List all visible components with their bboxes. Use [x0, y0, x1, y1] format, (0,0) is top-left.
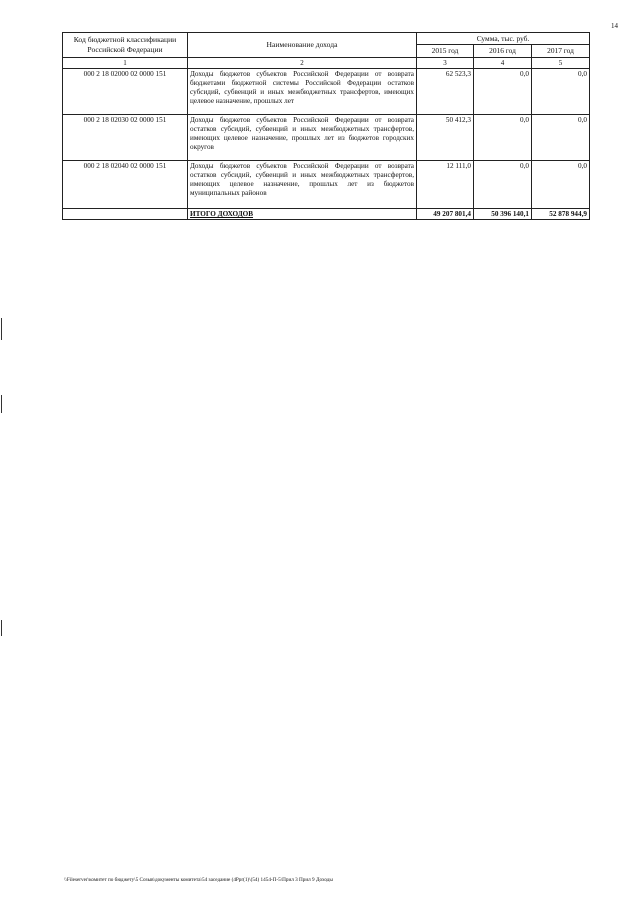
amount-2016: 0,0 — [474, 69, 532, 115]
amount-2017: 0,0 — [532, 161, 590, 209]
amount-2015: 50 412,3 — [417, 115, 474, 161]
revenue-name: Доходы бюджетов субъектов Российской Федерации от возврата остатков субсидий, субвенций и иных межбюджетных трансфертов, имеющих целевое назначение, прошлых лет из бюджетов городских округов — [188, 115, 417, 161]
budget-code: 000 2 18 02040 02 0000 151 — [63, 161, 188, 209]
scan-edge-mark — [1, 620, 2, 636]
total-2016: 50 396 140,1 — [474, 209, 532, 220]
amount-2016: 0,0 — [474, 161, 532, 209]
budget-code: 000 2 18 02030 02 0000 151 — [63, 115, 188, 161]
column-number: 4 — [474, 57, 532, 69]
page-number: 14 — [611, 22, 618, 30]
revenue-name: Доходы бюджетов субъектов Российской Федерации от возврата остатков субсидий, субвенций и иных межбюджетных трансфертов, имеющих целевое назначение, прошлых лет из бюджетов муниципальных районов — [188, 161, 417, 209]
header-revenue-name: Наименование дохода — [188, 33, 417, 58]
total-label: ИТОГО ДОХОДОВ — [188, 209, 417, 220]
header-sum: Сумма, тыс. руб. — [417, 33, 590, 45]
scan-edge-mark — [1, 395, 2, 413]
header-year-2015: 2015 год — [417, 45, 474, 57]
table-row — [63, 115, 590, 161]
column-number: 1 — [63, 57, 188, 69]
total-2017: 52 878 944,9 — [532, 209, 590, 220]
table-row — [63, 69, 590, 115]
total-code-empty — [63, 209, 188, 220]
revenue-name: Доходы бюджетов субъектов Российской Федерации от возврата бюджетами бюджетной системы Российской Федерации остатков субсидий, субвенций и иных межбюджетных трансфертов, имеющих целевое назначение, прошлых лет — [188, 69, 417, 115]
column-number: 2 — [188, 57, 417, 69]
amount-2017: 0,0 — [532, 115, 590, 161]
table-row — [63, 161, 590, 209]
header-budget-code: Код бюджетной классификации Российской Федерации — [63, 33, 188, 58]
header-year-2016: 2016 год — [474, 45, 532, 57]
total-2015: 49 207 801,4 — [417, 209, 474, 220]
column-number-row — [63, 57, 590, 69]
budget-code: 000 2 18 02000 02 0000 151 — [63, 69, 188, 115]
amount-2016: 0,0 — [474, 115, 532, 161]
total-row — [63, 209, 590, 220]
header-year-2017: 2017 год — [532, 45, 590, 57]
column-number: 5 — [532, 57, 590, 69]
revenue-table — [62, 32, 590, 220]
file-path-footer: \\Fileserver\комитет по бюджету\5 Созыв\документы комитета\54 заседание (4Ppr(1)\(54) 1454-П-5\Прил 3 Прил 9 Доходы — [64, 877, 333, 883]
amount-2015: 62 523,3 — [417, 69, 474, 115]
amount-2015: 12 111,0 — [417, 161, 474, 209]
amount-2017: 0,0 — [532, 69, 590, 115]
scan-edge-mark — [1, 318, 2, 340]
column-number: 3 — [417, 57, 474, 69]
